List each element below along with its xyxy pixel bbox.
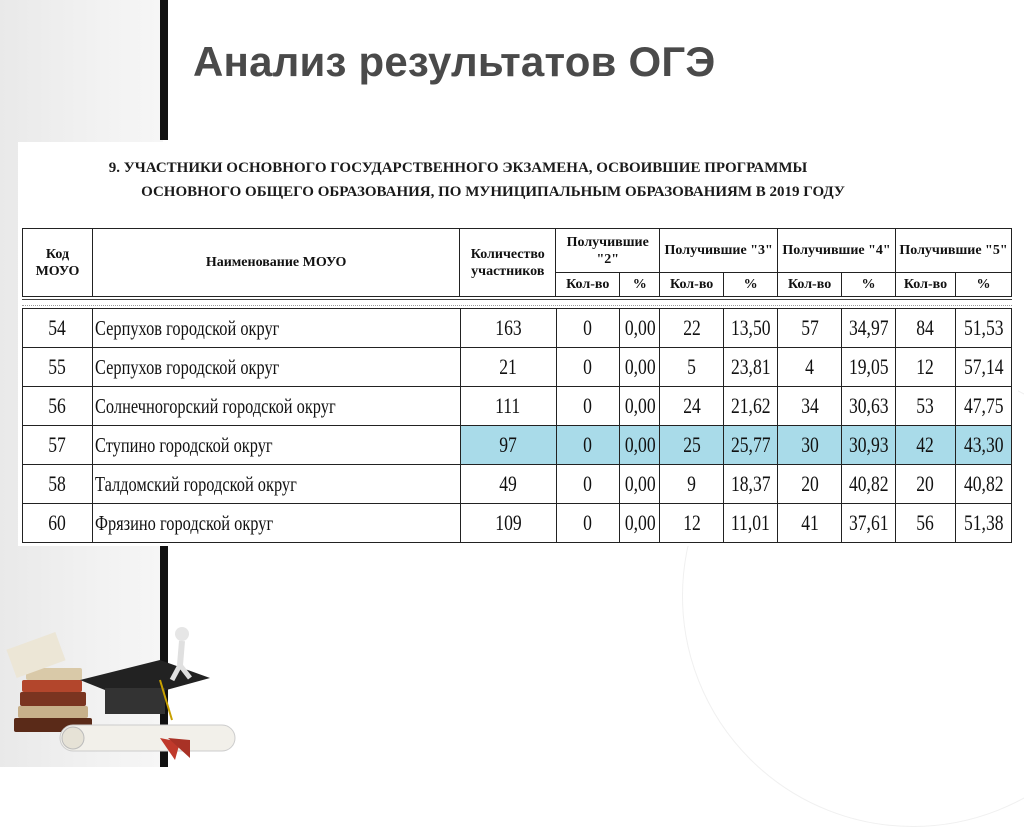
cell-p4 xyxy=(842,504,896,543)
cell-g2 xyxy=(556,348,620,387)
cell-text-g2: 0 xyxy=(583,471,593,496)
document-scan xyxy=(18,142,1018,546)
cell-p2 xyxy=(620,465,660,504)
cell-text-g2: 0 xyxy=(583,393,593,418)
cell-code xyxy=(23,504,93,543)
cell-text-p5: 47,75 xyxy=(963,393,1004,418)
cell-p5 xyxy=(955,504,1011,543)
cell-code xyxy=(23,348,93,387)
cell-text-g2: 0 xyxy=(583,510,593,535)
header-pct: % xyxy=(955,273,1011,297)
cell-name xyxy=(92,504,460,543)
results-table xyxy=(22,308,1012,543)
cell-p4 xyxy=(842,465,896,504)
cell-p5 xyxy=(955,309,1011,348)
cell-text-p2: 0,00 xyxy=(624,315,656,340)
cell-p2 xyxy=(620,348,660,387)
cell-g4 xyxy=(778,465,842,504)
cell-g3 xyxy=(660,426,724,465)
cell-text-g4: 57 xyxy=(800,315,819,340)
cell-text-g5: 84 xyxy=(916,315,935,340)
cell-text-count: 109 xyxy=(494,510,522,535)
table-header xyxy=(22,228,1012,297)
cell-text-g4: 4 xyxy=(805,354,815,379)
cell-text-p5: 43,30 xyxy=(963,432,1004,457)
cell-text-count: 111 xyxy=(495,393,521,418)
heading-line-1: 9. УЧАСТНИКИ ОСНОВНОГО ГОСУДАРСТВЕННОГО ЭКЗАМЕНА, ОСВОИВШИЕ ПРОГРАММЫ xyxy=(108,160,808,176)
cell-text-code: 58 xyxy=(48,471,67,496)
cell-text-g4: 20 xyxy=(800,471,819,496)
heading-line-2: ОСНОВНОГО ОБЩЕГО ОБРАЗОВАНИЯ, ПО МУНИЦИПАЛЬНЫМ ОБРАЗОВАНИЯМ В 2019 ГОДУ xyxy=(141,184,845,200)
graduation-cap-icon xyxy=(80,660,210,720)
cell-text-p2: 0,00 xyxy=(624,354,656,379)
cell-g3 xyxy=(660,348,724,387)
header-grade-5: Получившие "5" xyxy=(896,229,1012,273)
cell-name xyxy=(92,309,460,348)
cell-text-p3: 21,62 xyxy=(730,393,771,418)
cell-p4 xyxy=(842,426,896,465)
cell-text-g5: 56 xyxy=(916,510,935,535)
cell-g5 xyxy=(896,348,956,387)
cell-text-p4: 34,97 xyxy=(848,315,889,340)
cell-text-name: Серпухов городской округ xyxy=(94,315,280,340)
cell-text-name: Талдомский городской округ xyxy=(94,471,297,496)
cell-text-p2: 0,00 xyxy=(624,393,656,418)
cell-g2 xyxy=(556,504,620,543)
cell-name xyxy=(92,426,460,465)
cell-g5 xyxy=(896,504,956,543)
cell-text-p3: 23,81 xyxy=(730,354,771,379)
cell-text-p4: 30,93 xyxy=(848,432,889,457)
cell-p3 xyxy=(724,348,778,387)
cell-g4 xyxy=(778,387,842,426)
table-row xyxy=(23,309,1012,348)
cell-g3 xyxy=(660,465,724,504)
cell-text-name: Ступино городской округ xyxy=(94,432,273,457)
cell-text-count: 163 xyxy=(494,315,522,340)
header-code: Код МОУО xyxy=(23,229,93,297)
cell-g4 xyxy=(778,348,842,387)
cell-text-g3: 9 xyxy=(687,471,697,496)
cell-text-code: 60 xyxy=(48,510,67,535)
cell-p2 xyxy=(620,504,660,543)
cell-text-p4: 30,63 xyxy=(848,393,889,418)
cell-text-g3: 12 xyxy=(682,510,701,535)
table-row xyxy=(23,426,1012,465)
cell-p3 xyxy=(724,504,778,543)
header-count: Количество участников xyxy=(460,229,556,297)
graduation-illustration xyxy=(0,620,240,767)
cell-code xyxy=(23,426,93,465)
cell-text-g5: 42 xyxy=(916,432,935,457)
cell-p3 xyxy=(724,387,778,426)
cell-text-code: 55 xyxy=(48,354,67,379)
header-qty: Кол-во xyxy=(778,273,842,297)
cell-text-name: Серпухов городской округ xyxy=(94,354,280,379)
cell-text-g5: 20 xyxy=(916,471,935,496)
cell-count xyxy=(460,465,556,504)
header-pct: % xyxy=(724,273,778,297)
header-grade-3: Получившие "3" xyxy=(660,229,778,273)
cell-text-p3: 13,50 xyxy=(730,315,771,340)
cell-g4 xyxy=(778,504,842,543)
cell-text-code: 54 xyxy=(48,315,67,340)
cell-p5 xyxy=(955,387,1011,426)
diploma-icon xyxy=(60,725,235,760)
cell-text-g4: 41 xyxy=(800,510,819,535)
cell-count xyxy=(460,387,556,426)
cell-p3 xyxy=(724,426,778,465)
cell-g3 xyxy=(660,309,724,348)
cell-text-p5: 51,53 xyxy=(963,315,1004,340)
table-row xyxy=(23,387,1012,426)
table-divider xyxy=(22,299,1012,306)
cell-count xyxy=(460,309,556,348)
cell-p4 xyxy=(842,309,896,348)
header-qty: Кол-во xyxy=(556,273,620,297)
cell-p5 xyxy=(955,465,1011,504)
cell-g5 xyxy=(896,426,956,465)
cell-code xyxy=(23,465,93,504)
cell-text-g3: 5 xyxy=(687,354,697,379)
cell-text-g4: 30 xyxy=(800,432,819,457)
cell-text-p2: 0,00 xyxy=(624,432,656,457)
cell-text-p4: 19,05 xyxy=(848,354,889,379)
cell-text-g2: 0 xyxy=(583,354,593,379)
cell-code xyxy=(23,387,93,426)
cell-name xyxy=(92,348,460,387)
cell-text-p4: 37,61 xyxy=(848,510,889,535)
cell-g5 xyxy=(896,465,956,504)
cell-text-code: 56 xyxy=(48,393,67,418)
cell-g3 xyxy=(660,504,724,543)
cell-text-name: Фрязино городской округ xyxy=(94,510,274,535)
cell-text-g5: 53 xyxy=(916,393,935,418)
cell-g4 xyxy=(778,426,842,465)
cell-text-g5: 12 xyxy=(916,354,935,379)
document-heading xyxy=(18,156,998,204)
cell-count xyxy=(460,426,556,465)
cell-p4 xyxy=(842,387,896,426)
header-grade-2: Получившие "2" xyxy=(556,229,660,273)
header-qty: Кол-во xyxy=(896,273,956,297)
header-name: Наименование МОУО xyxy=(92,229,459,297)
cell-g5 xyxy=(896,309,956,348)
table-row xyxy=(23,348,1012,387)
cell-g2 xyxy=(556,426,620,465)
cell-p3 xyxy=(724,465,778,504)
cell-g2 xyxy=(556,465,620,504)
cell-g5 xyxy=(896,387,956,426)
cell-text-g3: 25 xyxy=(682,432,701,457)
table-row xyxy=(23,504,1012,543)
cell-g2 xyxy=(556,387,620,426)
cell-name xyxy=(92,465,460,504)
cell-g2 xyxy=(556,309,620,348)
vertical-bar-top xyxy=(160,0,168,140)
cell-text-p3: 18,37 xyxy=(730,471,771,496)
cell-text-count: 49 xyxy=(499,471,517,496)
cell-text-g3: 24 xyxy=(682,393,701,418)
cell-p2 xyxy=(620,387,660,426)
cell-text-p5: 40,82 xyxy=(963,471,1004,496)
header-qty: Кол-во xyxy=(660,273,724,297)
cell-g4 xyxy=(778,309,842,348)
cell-text-g2: 0 xyxy=(583,432,593,457)
slide-title: Анализ результатов ОГЭ xyxy=(193,38,716,85)
cell-text-p5: 51,38 xyxy=(963,510,1004,535)
cell-text-p2: 0,00 xyxy=(624,510,656,535)
cell-p5 xyxy=(955,348,1011,387)
table-row xyxy=(23,465,1012,504)
header-pct: % xyxy=(842,273,896,297)
cell-text-g4: 34 xyxy=(800,393,819,418)
cell-p2 xyxy=(620,309,660,348)
header-grade-4: Получившие "4" xyxy=(778,229,896,273)
cell-p3 xyxy=(724,309,778,348)
cell-text-g3: 22 xyxy=(682,315,701,340)
cell-g3 xyxy=(660,387,724,426)
cell-name xyxy=(92,387,460,426)
cell-count xyxy=(460,348,556,387)
cell-code xyxy=(23,309,93,348)
cell-text-p4: 40,82 xyxy=(848,471,889,496)
cell-count xyxy=(460,504,556,543)
books-icon xyxy=(6,632,92,732)
cell-text-p5: 57,14 xyxy=(963,354,1004,379)
cell-text-count: 21 xyxy=(499,354,517,379)
cell-p5 xyxy=(955,426,1011,465)
cell-text-code: 57 xyxy=(48,432,67,457)
cell-text-g2: 0 xyxy=(583,315,593,340)
cell-text-count: 97 xyxy=(499,432,517,457)
header-pct: % xyxy=(620,273,660,297)
cell-text-p3: 25,77 xyxy=(730,432,771,457)
cell-text-name: Солнечногорский городской округ xyxy=(94,393,336,418)
cell-p4 xyxy=(842,348,896,387)
cell-text-p2: 0,00 xyxy=(624,471,656,496)
cell-p2 xyxy=(620,426,660,465)
cell-text-p3: 11,01 xyxy=(731,510,771,535)
